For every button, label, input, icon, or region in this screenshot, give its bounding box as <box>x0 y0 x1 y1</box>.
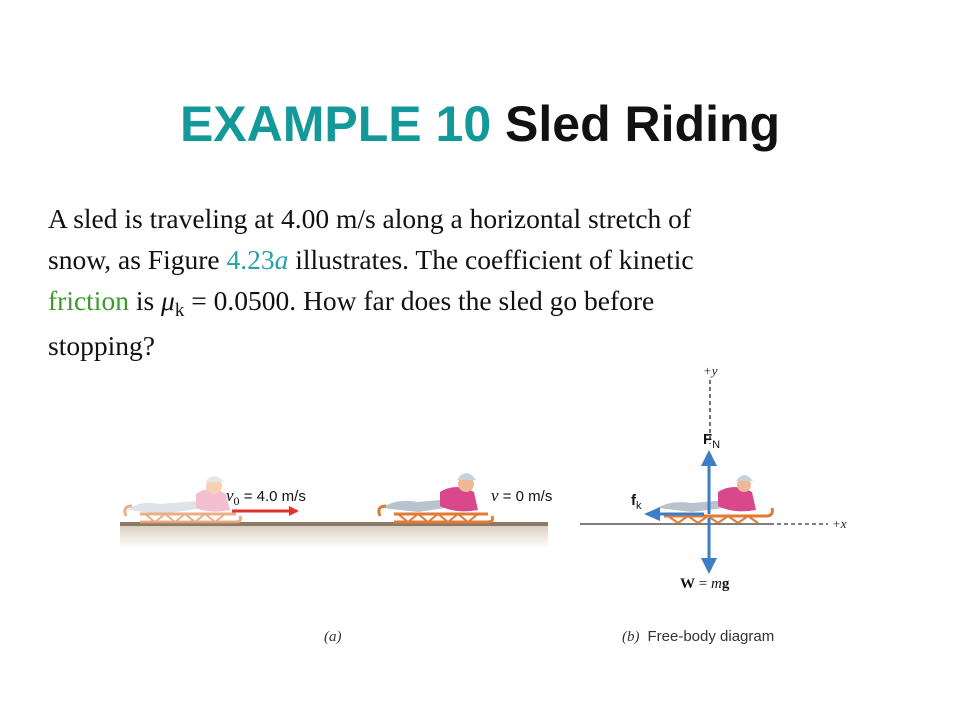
mu-symbol: μ <box>161 285 175 316</box>
x-axis-label: +x <box>832 516 847 531</box>
snow-ground <box>120 522 548 548</box>
problem-text-2a: snow, as Figure <box>48 244 227 275</box>
problem-text-3a: is <box>128 285 162 316</box>
friction-glossary-link[interactable]: friction <box>48 285 129 316</box>
mu-subscript: k <box>174 300 185 321</box>
y-axis-label: +y <box>703 363 718 378</box>
problem-text-3b: = 0.0500. How far does the sled go before <box>184 285 655 316</box>
sled-rider-stopped <box>379 473 493 522</box>
free-body-diagram <box>580 363 847 592</box>
weight-label: W = mg <box>680 576 730 592</box>
normal-force-label: $F_N$ <box>703 431 721 451</box>
title-example-number: EXAMPLE 10 <box>179 96 492 152</box>
problem-text-2b: illustrates. The coefficient of kinetic <box>288 244 694 275</box>
problem-text-4: stopping? <box>48 330 155 361</box>
initial-velocity-label: $v_0 = 4.0$ m/s <box>226 486 306 508</box>
figure-reference-number: 4.23 <box>226 244 275 275</box>
title-topic: Sled Riding <box>491 96 781 152</box>
figure-reference-letter: a <box>274 244 289 275</box>
problem-text-1: A sled is traveling at 4.00 m/s along a horizontal stretch of <box>48 203 692 234</box>
caption-a: (a) <box>324 629 342 645</box>
sled-rider-moving <box>125 476 241 522</box>
friction-force-label: $f_k$ <box>631 492 642 512</box>
caption-b: (b) Free-body diagram <box>622 628 775 645</box>
final-velocity-label: v = 0 m/s <box>491 486 553 505</box>
